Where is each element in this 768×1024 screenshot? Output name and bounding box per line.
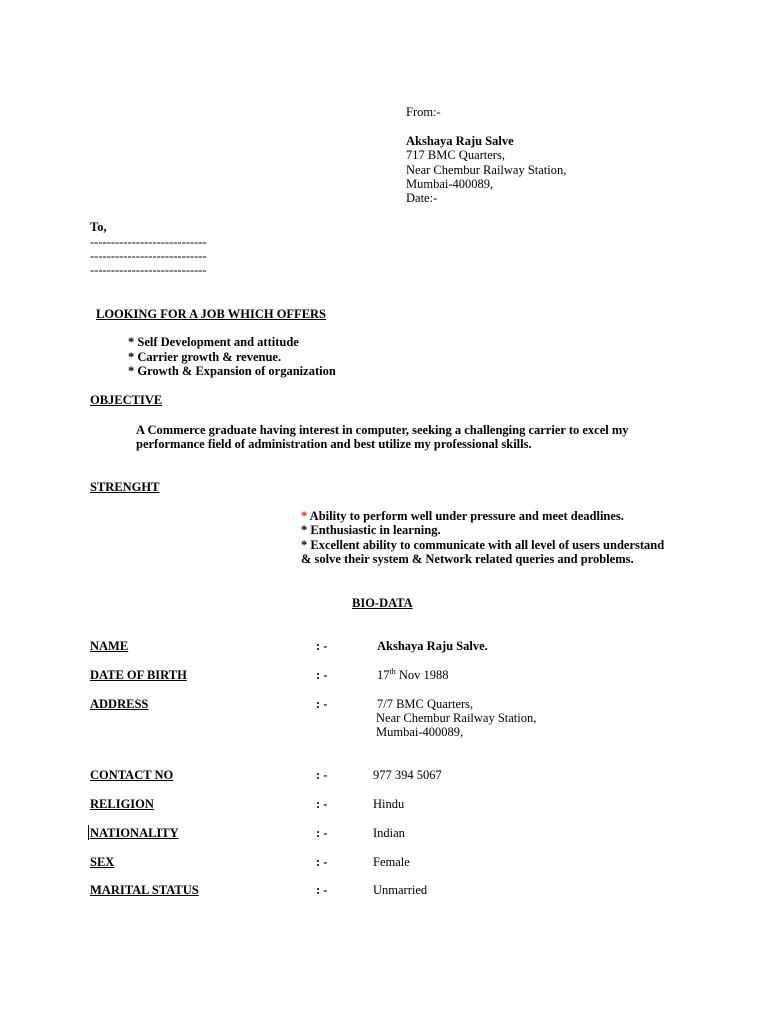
- to-blank-line-3: ----------------------------: [90, 263, 207, 277]
- biodata-heading: BIO-DATA: [352, 596, 413, 610]
- bio-label-contact: CONTACT NO: [90, 768, 174, 782]
- looking-item-2: * Carrier growth & revenue.: [128, 350, 282, 364]
- bio-separator: : -: [316, 855, 328, 869]
- bio-separator: : -: [316, 826, 328, 840]
- objective-line-2: performance field of administration and best utilize my professional skills.: [136, 437, 532, 451]
- bio-separator: : -: [316, 639, 328, 653]
- bio-label-religion: RELIGION: [90, 797, 154, 811]
- date-label: Date:-: [406, 191, 438, 205]
- from-label: From:-: [406, 105, 441, 119]
- strength-heading: STRENGHT: [90, 480, 160, 494]
- strength-line-4: & solve their system & Network related queries and problems.: [301, 552, 634, 566]
- sender-name: Akshaya Raju Salve: [406, 134, 514, 148]
- looking-item-3: * Growth & Expansion of organization: [128, 364, 336, 378]
- bio-separator: : -: [316, 883, 328, 897]
- dob-rest: Nov 1988: [395, 668, 449, 682]
- to-blank-line-1: ----------------------------: [90, 235, 207, 249]
- bio-label-name: NAME: [90, 639, 129, 653]
- bio-separator: : -: [316, 768, 328, 782]
- bio-value-address-line-2: Near Chembur Railway Station,: [376, 711, 537, 725]
- text-cursor-mark: [88, 825, 89, 840]
- bio-separator: : -: [316, 668, 328, 682]
- bio-value-nationality: Indian: [373, 826, 405, 840]
- dob-day: 17: [377, 668, 390, 682]
- bio-value-sex: Female: [373, 855, 410, 869]
- looking-item-1: * Self Development and attitude: [128, 335, 299, 349]
- objective-heading: OBJECTIVE: [90, 393, 163, 407]
- objective-line-1: A Commerce graduate having interest in computer, seeking a challenging carrier to excel my: [136, 423, 629, 437]
- to-blank-line-2: ----------------------------: [90, 249, 207, 263]
- bio-label-dob: DATE OF BIRTH: [90, 668, 187, 682]
- bio-label-address: ADDRESS: [90, 697, 149, 711]
- bio-separator: : -: [316, 697, 328, 711]
- sender-address-line-1: 717 BMC Quarters,: [406, 148, 505, 162]
- bio-label-sex: SEX: [90, 855, 115, 869]
- strength-line-1-text: Ability to perform well under pressure and meet deadlines.: [307, 509, 624, 523]
- to-label: To,: [90, 220, 107, 234]
- dob-suffix: th: [389, 666, 396, 676]
- bio-value-marital: Unmarried: [373, 883, 428, 897]
- strength-line-1: [301, 509, 624, 524]
- looking-heading: LOOKING FOR A JOB WHICH OFFERS: [96, 307, 327, 321]
- bio-label-nationality: NATIONALITY: [90, 826, 179, 840]
- strength-red-star: *: [301, 509, 308, 523]
- bio-value-religion: Hindu: [373, 797, 405, 811]
- sender-address-line-3: Mumbai-400089,: [406, 177, 494, 191]
- bio-label-marital: MARITAL STATUS: [90, 883, 199, 897]
- strength-line-2: * Enthusiastic in learning.: [301, 523, 441, 537]
- bio-value-name: Akshaya Raju Salve.: [377, 639, 488, 653]
- bio-value-contact: 977 394 5067: [373, 768, 442, 782]
- bio-value-address-line-1: 7/7 BMC Quarters,: [377, 697, 474, 711]
- bio-separator: : -: [316, 797, 328, 811]
- sender-address-line-2: Near Chembur Railway Station,: [406, 163, 567, 177]
- bio-value-dob: [377, 668, 449, 683]
- strength-line-3: * Excellent ability to communicate with all level of users understand: [301, 538, 665, 552]
- bio-value-address-line-3: Mumbai-400089,: [376, 725, 464, 739]
